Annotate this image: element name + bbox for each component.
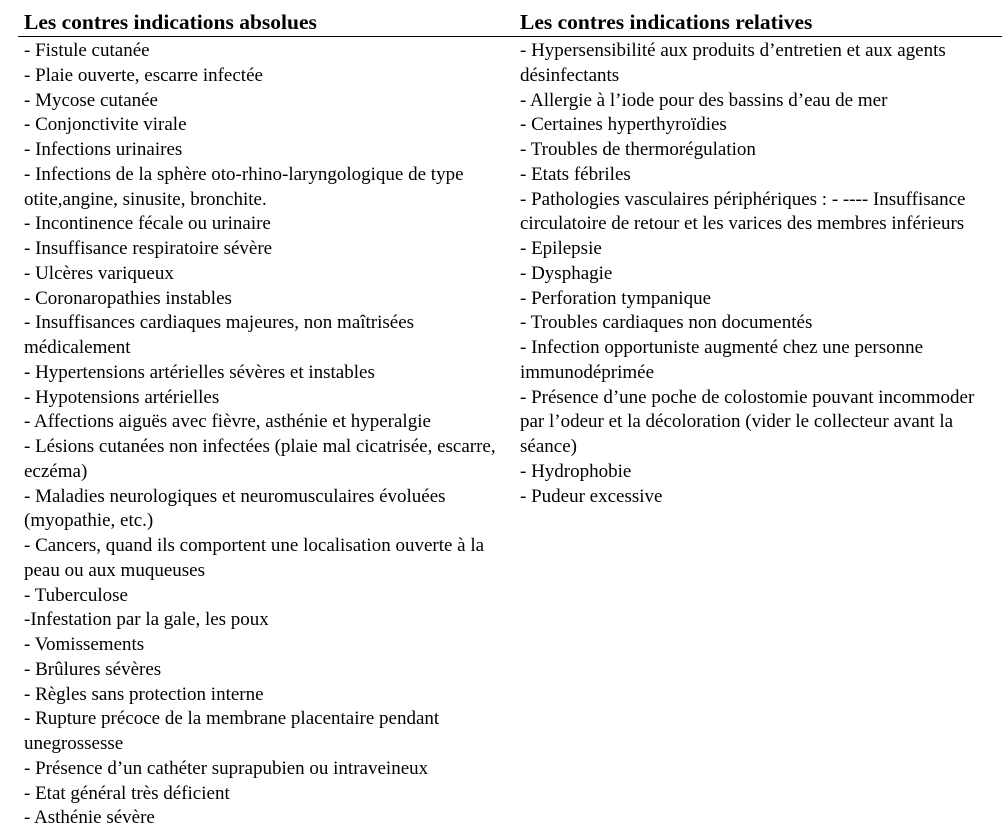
absolute-contraindication-item: - Fistule cutanée [24, 39, 514, 64]
table-body-row [18, 37, 1002, 831]
absolute-contraindication-item: - Ulcères variqueux [24, 262, 514, 287]
relative-contraindication-item: - Certaines hyperthyroïdies [520, 113, 1002, 138]
absolute-contraindication-item: - Infections urinaires [24, 138, 514, 163]
absolute-contraindication-item: - Etat général très déficient [24, 782, 514, 807]
absolute-contraindication-item: - Vomissements [24, 633, 514, 658]
relative-contraindication-item: - Troubles de thermorégulation [520, 138, 1002, 163]
relative-contraindication-item: - Perforation tympanique [520, 287, 1002, 312]
absolute-contraindication-item: - Règles sans protection interne [24, 683, 514, 708]
absolute-contraindication-item: - Présence d’un cathéter suprapubien ou intraveineux [24, 757, 514, 782]
absolute-contraindication-item: - Cancers, quand ils comportent une localisation ouverte à la peau ou aux muqueuses [24, 534, 514, 584]
absolute-contraindication-item: - Hypertensions artérielles sévères et instables [24, 361, 514, 386]
relative-contraindication-item: - Présence d’une poche de colostomie pouvant incommoder par l’odeur et la décoloration (vider le collecteur avant la séance) [520, 386, 1002, 460]
relative-contraindication-item: - Pathologies vasculaires périphériques : - ---- Insuffisance circulatoire de retour et les varices des membres inférieurs [520, 188, 1002, 238]
table-header-row [18, 8, 1002, 37]
absolute-contraindication-item: - Insuffisances cardiaques majeures, non maîtrisées médicalement [24, 311, 514, 361]
absolute-contraindication-item: - Mycose cutanée [24, 89, 514, 114]
absolute-contraindication-item: - Conjonctivite virale [24, 113, 514, 138]
absolute-column-cell [18, 37, 514, 831]
absolute-column-header: Les contres indications absolues [18, 8, 514, 37]
absolute-contraindication-item: - Rupture précoce de la membrane placentaire pendant unegrossesse [24, 707, 514, 757]
relative-contraindications-list [520, 39, 1002, 509]
relative-contraindication-item: - Etats fébriles [520, 163, 1002, 188]
relative-contraindication-item: - Hypersensibilité aux produits d’entretien et aux agents désinfectants [520, 39, 1002, 89]
absolute-contraindication-item: -Infestation par la gale, les poux [24, 608, 514, 633]
absolute-contraindication-item: - Incontinence fécale ou urinaire [24, 212, 514, 237]
absolute-contraindication-item: - Lésions cutanées non infectées (plaie mal cicatrisée, escarre, eczéma) [24, 435, 514, 485]
absolute-contraindication-item: - Brûlures sévères [24, 658, 514, 683]
relative-contraindication-item: - Troubles cardiaques non documentés [520, 311, 1002, 336]
absolute-contraindication-item: - Infections de la sphère oto-rhino-laryngologique de type otite,angine, sinusite, bronchite. [24, 163, 514, 213]
relative-contraindication-item: - Pudeur excessive [520, 485, 1002, 510]
relative-contraindication-item: - Infection opportuniste augmenté chez une personne immunodéprimée [520, 336, 1002, 386]
relative-column-header: Les contres indications relatives [514, 8, 1002, 37]
absolute-contraindication-item: - Tuberculose [24, 584, 514, 609]
absolute-contraindication-item: - Maladies neurologiques et neuromusculaires évoluées (myopathie, etc.) [24, 485, 514, 535]
relative-contraindication-item: - Allergie à l’iode pour des bassins d’eau de mer [520, 89, 1002, 114]
contraindications-table [18, 8, 1002, 831]
absolute-contraindication-item: - Insuffisance respiratoire sévère [24, 237, 514, 262]
absolute-contraindication-item: - Plaie ouverte, escarre infectée [24, 64, 514, 89]
relative-contraindication-item: - Hydrophobie [520, 460, 1002, 485]
absolute-contraindication-item: - Coronaropathies instables [24, 287, 514, 312]
relative-contraindication-item: - Dysphagie [520, 262, 1002, 287]
absolute-contraindication-item: - Hypotensions artérielles [24, 386, 514, 411]
relative-contraindication-item: - Epilepsie [520, 237, 1002, 262]
relative-column-cell [514, 37, 1002, 831]
absolute-contraindications-list [24, 39, 514, 831]
absolute-contraindication-item: - Affections aiguës avec fièvre, asthénie et hyperalgie [24, 410, 514, 435]
absolute-contraindication-item: - Asthénie sévère [24, 806, 514, 831]
